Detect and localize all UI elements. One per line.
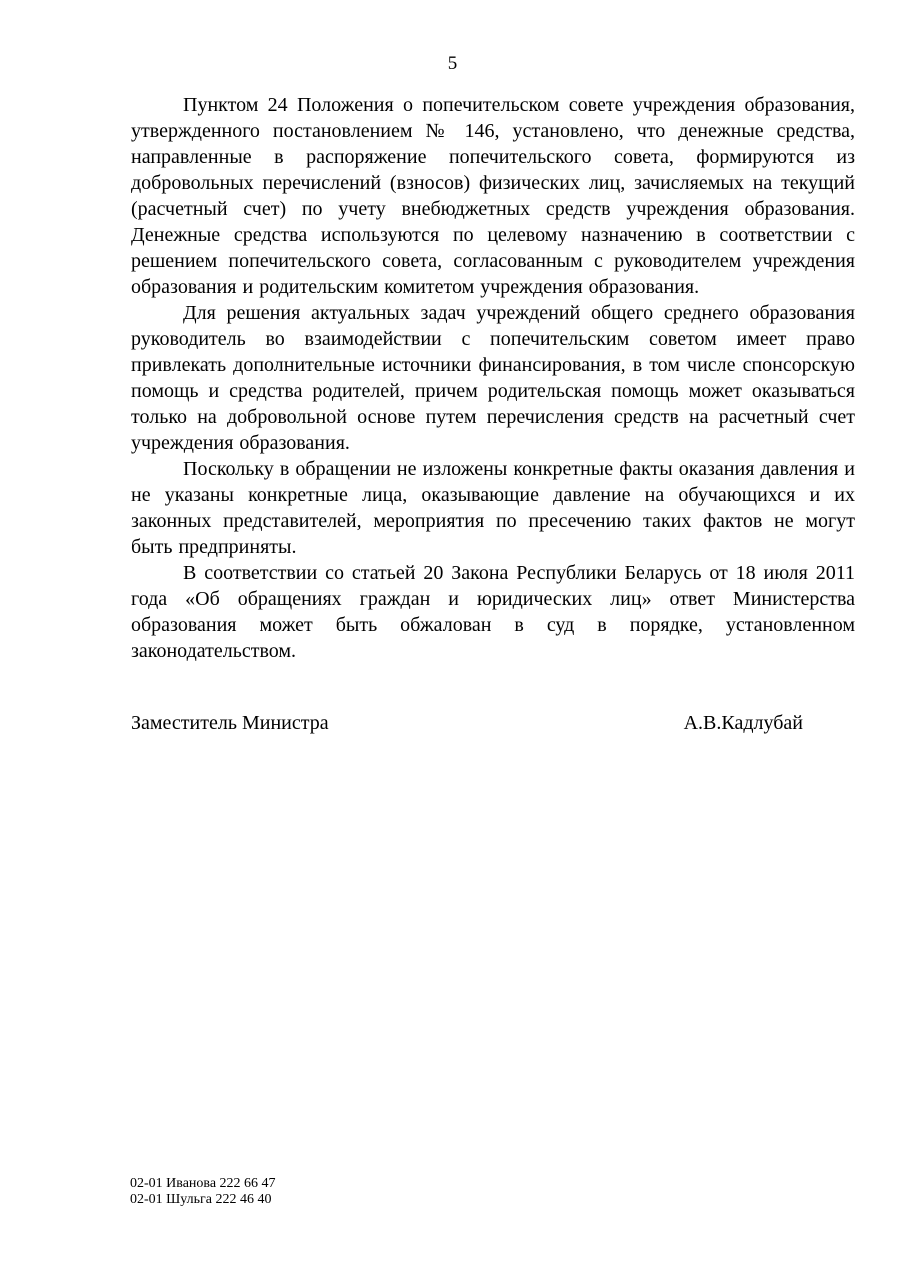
signer-title: Заместитель Министра bbox=[131, 712, 329, 734]
page-number: 5 bbox=[447, 53, 458, 74]
footer-executor-line-2: 02-01 Шульга 222 46 40 bbox=[130, 1192, 272, 1207]
document-body bbox=[131, 92, 855, 736]
paragraph-funding-sources: Для решения актуальных задач учреждений общего среднего образования руководитель во взаимодействии с попечительским советом имеет право привлекать дополнительные источники финансирования, в том числе спонсорскую помощь и средства родителей, причем родительская помощь может оказываться только на добровольной основе путем перечисления средств на расчетный счет учреждения образования. bbox=[131, 302, 855, 454]
paragraph-appeal-procedure: В соответствии со статьей 20 Закона Республики Беларусь от 18 июля 2011 года «Об обращениях граждан и юридических лиц» ответ Министерства образования может быть обжалован в суд в порядке, установленном законодательством. bbox=[131, 562, 855, 662]
footer-executor-info bbox=[130, 1176, 276, 1208]
signer-name: А.В.Кадлубай bbox=[683, 712, 803, 734]
paragraph-no-concrete-facts: Поскольку в обращении не изложены конкретные факты оказания давления и не указаны конкретные лица, оказывающие давление на обучающихся и их законных представителей, мероприятия по пресечению таких фактов не могут быть предприняты. bbox=[131, 458, 855, 558]
paragraph-point-24: Пунктом 24 Положения о попечительском совете учреждения образования, утвержденного постановлением № 146, установлено, что денежные средства, направленные в распоряжение попечительского совета, формируются из добровольных перечислений (взносов) физических лиц, зачисляемых на текущий (расчетный счет) по учету внебюджетных средств учреждения образования. Денежные средства используются по целевому назначению в соответствии с решением попечительского совета, согласованным с руководителем учреждения образования и родительским комитетом учреждения образования. bbox=[131, 94, 855, 298]
signature-block bbox=[131, 710, 855, 736]
footer-executor-line-1: 02-01 Иванова 222 66 47 bbox=[130, 1176, 276, 1191]
